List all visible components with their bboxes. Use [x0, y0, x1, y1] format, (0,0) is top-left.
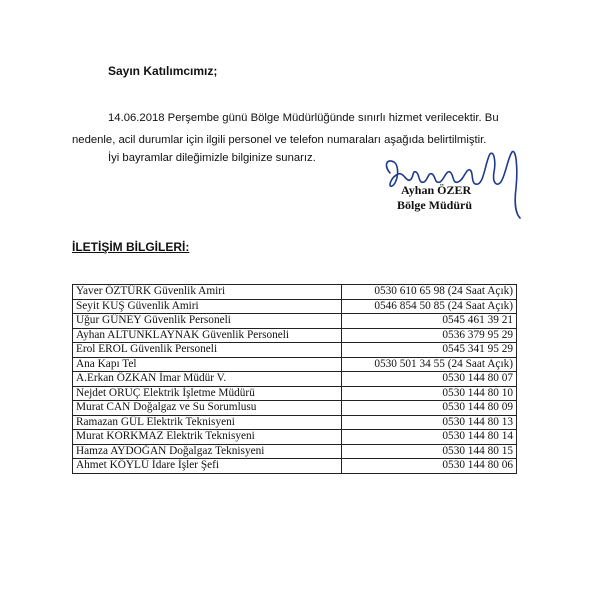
contact-phone-cell: 0536 379 95 29	[342, 328, 517, 343]
table-row	[73, 415, 517, 430]
signatory-name: Ayhan ÖZER	[401, 183, 472, 197]
table-row	[73, 299, 517, 314]
contact-name-cell: Seyit KUŞ Güvenlik Amiri	[73, 299, 342, 314]
contact-name-cell: Nejdet ORUÇ Elektrik İşletme Müdürü	[73, 386, 342, 401]
table-row	[73, 459, 517, 474]
contact-name-cell: Ahmet KÖYLÜ İdare İşler Şefi	[73, 459, 342, 474]
contact-table-body	[73, 285, 517, 474]
table-row	[73, 357, 517, 372]
contact-name-cell: Ramazan GÜL Elektrik Teknisyeni	[73, 415, 342, 430]
table-row	[73, 328, 517, 343]
contact-phone-cell: 0530 144 80 07	[342, 372, 517, 387]
contact-name-cell: Yaver ÖZTÜRK Güvenlik Amiri	[73, 285, 342, 300]
table-row	[73, 343, 517, 358]
contact-name-cell: Ana Kapı Tel	[73, 357, 342, 372]
table-row	[73, 285, 517, 300]
contact-phone-cell: 0530 144 80 10	[342, 386, 517, 401]
contact-phone-cell: 0530 501 34 55 (24 Saat Açık)	[342, 357, 517, 372]
table-row	[73, 386, 517, 401]
contact-name-cell: Erol EROL Güvenlik Personeli	[73, 343, 342, 358]
letter-greeting: Sayın Katılımcımız;	[108, 64, 218, 78]
table-row	[73, 372, 517, 387]
table-row	[73, 430, 517, 445]
contact-name-cell: Murat KORKMAZ Elektrik Teknisyeni	[73, 430, 342, 445]
contact-phone-cell: 0546 854 50 85 (24 Saat Açık)	[342, 299, 517, 314]
contact-name-cell: Hamza AYDOĞAN Doğalgaz Teknisyeni	[73, 444, 342, 459]
contact-phone-cell: 0530 144 80 14	[342, 430, 517, 445]
contact-phone-cell: 0545 341 95 29	[342, 343, 517, 358]
contact-name-cell: Ayhan ALTUNKLAYNAK Güvenlik Personeli	[73, 328, 342, 343]
table-row	[73, 401, 517, 416]
table-row	[73, 314, 517, 329]
letter-paragraph-1: 14.06.2018 Perşembe günü Bölge Müdürlüğünde sınırlı hizmet verilecektir. Bu nedenle, acil durumlar için ilgili personel ve telefon numaraları aşağıda belirtilmiştir.	[72, 112, 499, 146]
contact-info-heading: İLETİŞİM BİLGİLERİ:	[72, 240, 190, 254]
table-row	[73, 444, 517, 459]
contact-phone-cell: 0530 144 80 09	[342, 401, 517, 416]
contact-phone-cell: 0530 610 65 98 (24 Saat Açık)	[342, 285, 517, 300]
contact-phone-cell: 0530 144 80 15	[342, 444, 517, 459]
handwritten-signature	[370, 128, 540, 228]
contact-phone-cell: 0545 461 39 21	[342, 314, 517, 329]
letter-paragraph-2: İyi bayramlar dileğimizle bilginize sunarız.	[108, 152, 316, 164]
contact-name-cell: A.Erkan ÖZKAN İmar Müdür V.	[73, 372, 342, 387]
contact-phone-cell: 0530 144 80 13	[342, 415, 517, 430]
contact-name-cell: Uğur GÜNEY Güvenlik Personeli	[73, 314, 342, 329]
contact-table	[72, 284, 517, 474]
signatory-title: Bölge Müdürü	[397, 198, 473, 212]
contact-name-cell: Murat CAN Doğalgaz ve Su Sorumlusu	[73, 401, 342, 416]
contact-phone-cell: 0530 144 80 06	[342, 459, 517, 474]
